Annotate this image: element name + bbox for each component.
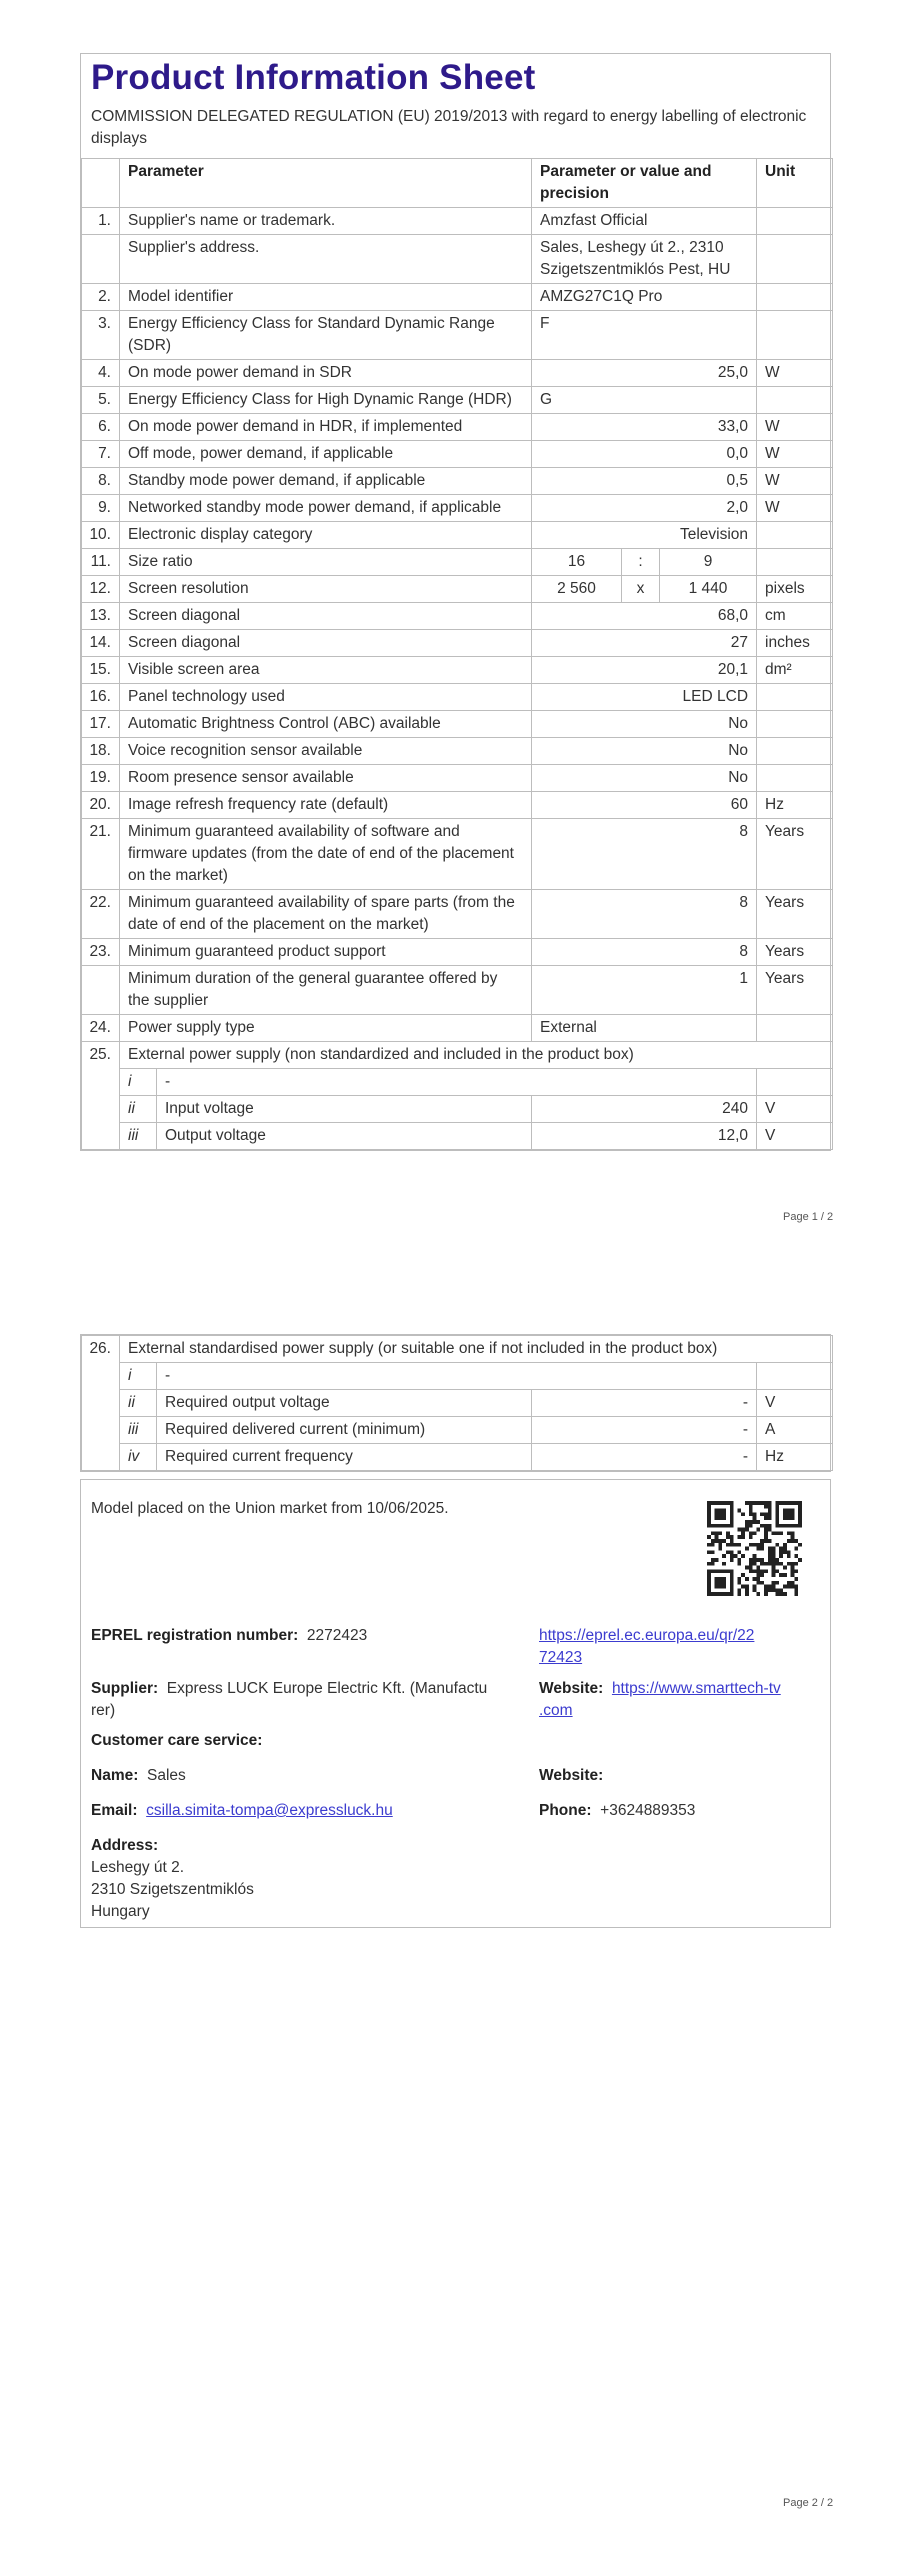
website-block [539,1678,781,1722]
row-unit: Years [757,939,833,966]
row-value: 60 [532,792,757,819]
row-number: 12. [82,576,120,603]
row-parameter: Energy Efficiency Class for High Dynamic Range (HDR) [120,387,532,414]
row-unit: W [757,360,833,387]
row-parameter: Minimum duration of the general guarantee offered by the supplier [120,966,532,1015]
row-parameter: Minimum guaranteed product support [120,939,532,966]
table-row [82,738,833,765]
row-value: External [532,1015,757,1042]
row-parameter: Screen resolution [120,576,532,603]
row-unit: dm² [757,657,833,684]
sub-row-label: Output voltage [157,1123,532,1150]
address-line: 2310 Szigetszentmiklós [91,1881,254,1898]
sub-row-label: - [157,1069,757,1096]
table-row [82,549,833,576]
row-number: 9. [82,495,120,522]
row-parameter: Model identifier [120,284,532,311]
phone-label: Phone: [539,1802,592,1819]
sub-row-roman: iv [120,1444,157,1471]
row-unit: Hz [757,792,833,819]
product-information-sheet [80,53,831,1151]
table-row [82,939,833,966]
sub-row [82,1123,833,1150]
sub-row-roman: iii [120,1123,157,1150]
address-block [91,1835,254,1923]
row-value: Sales, Leshegy út 2., 2310 Szigetszentmiklós Pest, HU [532,235,757,284]
sub-row-unit: V [757,1390,833,1417]
sub-row-roman: ii [120,1096,157,1123]
sub-row [82,1096,833,1123]
row-number: 14. [82,630,120,657]
row-value: LED LCD [532,684,757,711]
address-line: Leshegy út 2. [91,1859,185,1876]
row-number: 1. [82,208,120,235]
table-row [82,890,833,939]
row-parameter: Supplier's name or trademark. [120,208,532,235]
table-row [82,441,833,468]
sub-row-unit [757,1069,833,1096]
row-value-b: 9 [660,549,757,576]
care-email [91,1800,393,1822]
supplier-label: Supplier: [91,1680,159,1697]
row-parameter: Room presence sensor available [120,765,532,792]
row-unit [757,738,833,765]
table-row [82,966,833,1015]
row-parameter: Image refresh frequency rate (default) [120,792,532,819]
sub-row [82,1363,833,1390]
row-unit: W [757,495,833,522]
row-number [82,966,120,1015]
website-label: Website: [539,1680,604,1697]
row-value: AMZG27C1Q Pro [532,284,757,311]
sub-row-value: 12,0 [532,1123,757,1150]
row-number: 21. [82,819,120,890]
row-unit: Years [757,890,833,939]
table-row [82,360,833,387]
row-number: 6. [82,414,120,441]
table-row [82,765,833,792]
table-row [82,284,833,311]
row-number: 17. [82,711,120,738]
supplier-info-box [80,1479,831,1928]
table-row [82,711,833,738]
parameter-table [81,158,833,1150]
row-parameter: Screen diagonal [120,603,532,630]
row-value-b: 1 440 [660,576,757,603]
row-parameter: Minimum guaranteed availability of software and firmware updates (from the date of end of the placement on the market) [120,819,532,890]
row-value: Television [532,522,757,549]
row-value: 25,0 [532,360,757,387]
row-number: 16. [82,684,120,711]
row-parameter: Energy Efficiency Class for Standard Dynamic Range (SDR) [120,311,532,360]
eprel-link-block [539,1625,754,1669]
header-num [82,159,120,208]
row-value: No [532,738,757,765]
section-26-header [82,1336,833,1363]
row-number: 13. [82,603,120,630]
row-value: 8 [532,939,757,966]
row-value: 0,0 [532,441,757,468]
table-row [82,1015,833,1042]
section-title: External standardised power supply (or suitable one if not included in the product box) [120,1336,833,1363]
table-row [82,792,833,819]
row-unit [757,208,833,235]
row-unit: W [757,468,833,495]
row-unit [757,711,833,738]
table-header-row [82,159,833,208]
eprel-registration [91,1625,367,1647]
sub-row-roman: iii [120,1417,157,1444]
row-number: 3. [82,311,120,360]
row-parameter: Minimum guaranteed availability of spare parts (from the date of end of the placement on the market) [120,890,532,939]
sub-row-roman: i [120,1069,157,1096]
row-parameter: Standby mode power demand, if applicable [120,468,532,495]
name-label: Name: [91,1767,139,1784]
row-parameter: On mode power demand in SDR [120,360,532,387]
row-value-a: 16 [532,549,622,576]
row-value: 2,0 [532,495,757,522]
row-number: 15. [82,657,120,684]
row-parameter: Size ratio [120,549,532,576]
table-row [82,311,833,360]
table-row [82,630,833,657]
row-unit [757,684,833,711]
sub-row-value: - [532,1390,757,1417]
row-number: 25. [82,1042,120,1150]
sub-row-label: Required current frequency [157,1444,532,1471]
supplier-value-2: rer) [91,1702,116,1719]
sub-row [82,1390,833,1417]
section-title: External power supply (non standardized and included in the product box) [120,1042,833,1069]
header-unit: Unit [757,159,833,208]
row-parameter: Voice recognition sensor available [120,738,532,765]
table-row [82,819,833,890]
row-number: 2. [82,284,120,311]
row-parameter: Networked standby mode power demand, if applicable [120,495,532,522]
row-value: 20,1 [532,657,757,684]
table-row [82,387,833,414]
row-unit: inches [757,630,833,657]
row-value: 0,5 [532,468,757,495]
row-parameter: Screen diagonal [120,630,532,657]
row-number: 5. [82,387,120,414]
sub-row-label: Required output voltage [157,1390,532,1417]
sub-row-value: - [532,1444,757,1471]
row-number: 20. [82,792,120,819]
table-row [82,468,833,495]
table-row [82,657,833,684]
page-title: Product Information Sheet [91,58,536,97]
customer-care-heading: Customer care service: [91,1732,263,1749]
sub-row-unit: A [757,1417,833,1444]
row-parameter: Panel technology used [120,684,532,711]
sub-row-label: Input voltage [157,1096,532,1123]
sub-row-value: - [532,1417,757,1444]
row-unit [757,765,833,792]
row-unit [757,387,833,414]
table-row [82,603,833,630]
row-parameter: Off mode, power demand, if applicable [120,441,532,468]
power-supply-section-26 [80,1334,831,1472]
row-number: 8. [82,468,120,495]
supplier-value-1: Express LUCK Europe Electric Kft. (Manufactu [166,1680,488,1697]
row-number: 19. [82,765,120,792]
row-value: 33,0 [532,414,757,441]
table-row [82,684,833,711]
row-number: 10. [82,522,120,549]
row-number: 26. [82,1336,120,1471]
table-row [82,235,833,284]
table-row [82,495,833,522]
row-value: 8 [532,890,757,939]
sub-row [82,1417,833,1444]
row-unit [757,549,833,576]
row-unit: pixels [757,576,833,603]
sub-row-unit [757,1363,833,1390]
row-parameter: On mode power demand in HDR, if implemented [120,414,532,441]
row-number [82,235,120,284]
row-number: 23. [82,939,120,966]
row-value: 8 [532,819,757,890]
row-value: Amzfast Official [532,208,757,235]
address-line: Hungary [91,1903,150,1920]
sub-row-unit: V [757,1123,833,1150]
row-value: 27 [532,630,757,657]
row-unit: cm [757,603,833,630]
row-unit: Years [757,819,833,890]
row-number: 24. [82,1015,120,1042]
table-row [82,208,833,235]
row-value: No [532,711,757,738]
sub-row-unit: V [757,1096,833,1123]
header-value: Parameter or value and precision [532,159,757,208]
email-label: Email: [91,1802,138,1819]
row-number: 18. [82,738,120,765]
sub-row [82,1069,833,1096]
section-25-header [82,1042,833,1069]
table-row [82,522,833,549]
address-label: Address: [91,1837,159,1854]
row-unit [757,522,833,549]
row-number: 11. [82,549,120,576]
row-value: 68,0 [532,603,757,630]
name-value: Sales [147,1767,186,1784]
qr-code-icon[interactable] [707,1501,802,1596]
page-number-2: Page 2 / 2 [783,2497,834,2509]
row-unit: Years [757,966,833,1015]
row-unit [757,235,833,284]
eprel-label: EPREL registration number: [91,1627,299,1644]
header-parameter: Parameter [120,159,532,208]
row-value: 1 [532,966,757,1015]
row-parameter: Automatic Brightness Control (ABC) available [120,711,532,738]
market-placement-text: Model placed on the Union market from 10/06/2025. [91,1500,449,1517]
row-value-separator: x [622,576,660,603]
row-parameter: Visible screen area [120,657,532,684]
row-number: 7. [82,441,120,468]
phone-value: +3624889353 [600,1802,696,1819]
care-phone [539,1800,695,1822]
sub-row-roman: i [120,1363,157,1390]
row-value: G [532,387,757,414]
row-unit [757,284,833,311]
supplier-block [91,1678,511,1722]
care-website-label: Website: [539,1767,604,1784]
row-number: 4. [82,360,120,387]
email-link[interactable]: csilla.simita-tompa@expressluck.hu [146,1802,393,1819]
row-unit [757,1015,833,1042]
sub-row-value: 240 [532,1096,757,1123]
row-parameter: Electronic display category [120,522,532,549]
website-link[interactable]: https://www.smarttech-tv .com [539,1680,781,1719]
regulation-subtitle: COMMISSION DELEGATED REGULATION (EU) 2019/2013 with regard to energy labelling of electronic displays [91,108,807,147]
sub-row-label: Required delivered current (minimum) [157,1417,532,1444]
eprel-number: 2272423 [306,1627,368,1644]
row-unit [757,311,833,360]
row-unit: W [757,414,833,441]
row-value-a: 2 560 [532,576,622,603]
row-parameter: Supplier's address. [120,235,532,284]
row-unit: W [757,441,833,468]
table-row [82,576,833,603]
sub-row [82,1444,833,1471]
section-26-table [81,1335,833,1471]
row-value: F [532,311,757,360]
row-number: 22. [82,890,120,939]
row-parameter: Power supply type [120,1015,532,1042]
row-value-separator: : [622,549,660,576]
sub-row-unit: Hz [757,1444,833,1471]
row-value: No [532,765,757,792]
sub-row-label: - [157,1363,757,1390]
eprel-link[interactable]: https://eprel.ec.europa.eu/qr/22 72423 [539,1627,755,1666]
table-row [82,414,833,441]
sub-row-roman: ii [120,1390,157,1417]
page-number-1: Page 1 / 2 [783,1211,834,1223]
care-name [91,1765,186,1787]
